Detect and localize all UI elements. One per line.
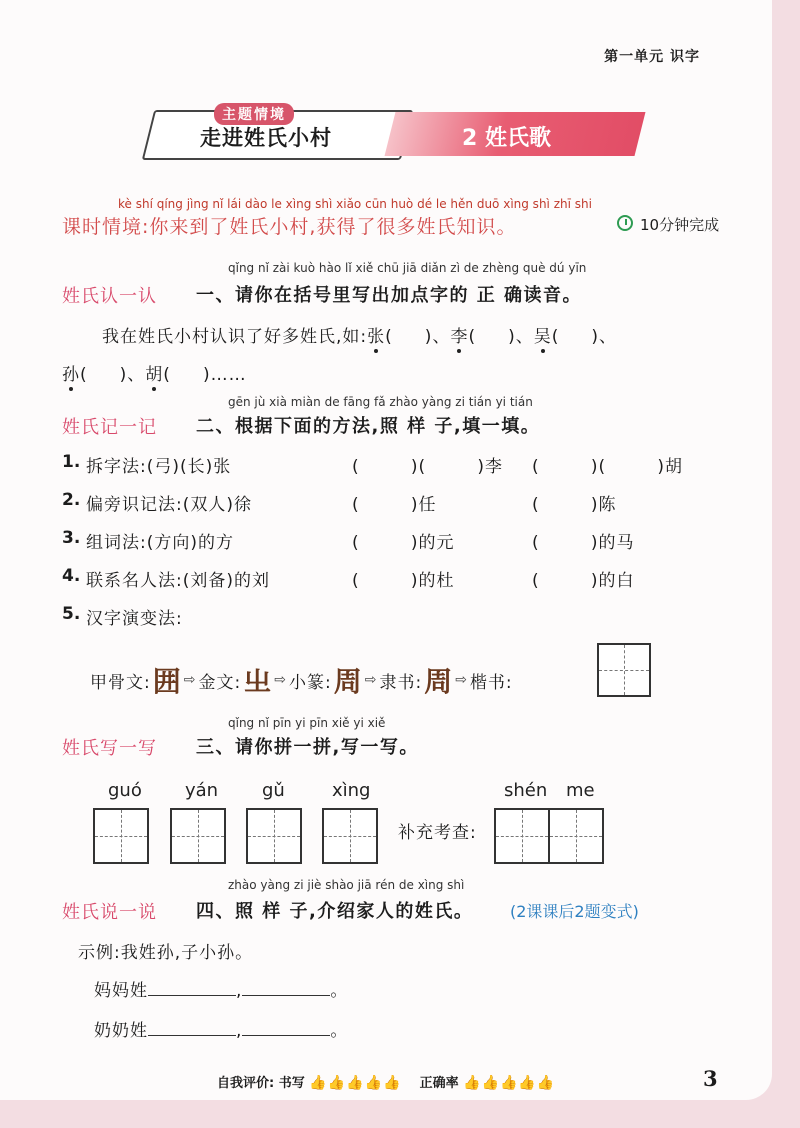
arrow-right-icon: ⇨ [183,672,197,688]
extra-pinyin-2: me [566,780,595,801]
clerical-label: 隶书: [379,672,423,693]
q4-line-1 [94,976,348,1001]
q2-row-blank-a[interactable]: ( )的元 [352,533,455,553]
theme-badge: 主题情境 [214,103,294,125]
q2-row-blank-a[interactable]: ( )的杜 [352,571,455,591]
separator: 、 [432,327,451,347]
q1-answer-sun[interactable]: ( ) [80,365,128,385]
q1-label: 姓氏认一认 [62,286,157,307]
q2-row-blank-a[interactable]: ( )任 [352,495,437,515]
q4-line-2-label: 奶奶姓 [94,1021,148,1041]
q3-pinyin: qǐng nǐ pīn yi pīn xiě yi xiě [228,716,386,730]
q3-word-3-pinyin: gǔ [262,780,285,801]
arrow-right-icon: ⇨ [274,672,287,688]
q1-pinyin: qǐng nǐ zài kuò hào lǐ xiě chū jiā diǎn zì de zhèng què dú yīn [228,261,587,275]
q2-row-method: 偏旁识记法:(双人)徐 [86,495,252,515]
q2-title: 二、根据下面的方法,照 样 子,填一填。 [196,416,541,437]
write-box-1[interactable] [93,808,149,864]
comma: , [236,1021,243,1041]
q1-answer-zhang[interactable]: ( ) [385,327,433,347]
q1-answer-hu[interactable]: ( ) [163,365,211,385]
q1-title: 一、请你在括号里写出加点字的 正 确读音。 [196,285,583,306]
q2-row-method: 拆字法:(弓)(长)张 [86,457,232,477]
extra-box-2[interactable] [548,808,604,864]
q1-item-wu: 吴 [533,327,552,347]
q3-label: 姓氏写一写 [62,738,157,759]
q4-pinyin: zhào yàng zi jiè shào jiā rén de xìng shì [228,878,465,892]
lesson-title: 2 姓氏歌 [462,126,551,151]
q3-word-4-pinyin: xìng [332,780,371,801]
q2-row-blank-b[interactable]: ( )( )胡 [532,457,683,477]
q1-prefix: 我在姓氏小村认识了好多姓氏,如: [102,327,368,347]
theme-title: 走进姓氏小村 [200,126,332,150]
q2-row-number: 5. [62,604,81,624]
regular-script-box[interactable] [597,643,651,697]
q2-row-number: 2. [62,490,81,510]
q4-blank[interactable] [242,1021,330,1036]
q2-label: 姓氏记一记 [62,417,157,438]
q2-row-number: 3. [62,528,81,548]
q4-example: 示例:我姓孙,子小孙。 [78,943,254,963]
situation-pinyin: kè shí qíng jìng nǐ lái dào le xìng shì xiǎo cūn huò dé le hěn duō xìng shì zhī shi [118,197,592,211]
oracle-label: 甲骨文: [90,672,151,693]
ellipsis: …… [210,365,247,385]
q4-line-2 [94,1016,348,1041]
oracle-glyph: 囲 [152,665,182,698]
q1-answer-li[interactable]: ( ) [468,327,516,347]
period: 。 [330,1021,349,1041]
comma: , [236,981,243,1001]
q1-item-sun: 孙 [62,365,80,385]
page-number: 3 [703,1066,718,1091]
regular-label: 楷书: [469,672,513,693]
arrow-right-icon: ⇨ [364,672,378,688]
q4-title: 四、照 样 子,介绍家人的姓氏。 [196,901,474,922]
extra-pinyin-1: shén [504,780,548,801]
accuracy-label: 正确率 [419,1076,459,1091]
q2-row-number: 1. [62,452,81,472]
write-box-2[interactable] [170,808,226,864]
q2-row-method: 组词法:(方向)的方 [86,533,234,553]
clerical-glyph: 周 [424,665,454,698]
bronze-label: 金文: [198,672,242,693]
seal-glyph: 周 [333,665,363,698]
q3-title: 三、请你拼一拼,写一写。 [196,737,419,758]
evolution-line [90,660,513,700]
q2-pinyin: gēn jù xià miàn de fāng fǎ zhào yàng zi tián yi tián [228,395,533,409]
extra-box-1[interactable] [494,808,550,864]
q4-blank[interactable] [242,981,330,996]
q3-word-2-pinyin: yán [185,780,219,801]
thumbs-up-icon[interactable]: 👍👍👍👍👍 [309,1075,402,1091]
q2-row-blank-b[interactable]: ( )的马 [532,533,635,553]
q4-blank[interactable] [148,981,236,996]
separator: 、 [599,327,618,347]
seal-label: 小篆: [288,672,332,693]
self-eval-label: 自我评价: [217,1076,275,1091]
q1-item-li: 李 [450,327,469,347]
self-evaluation [217,1072,555,1091]
q4-note: (2课课后2题变式) [510,902,639,921]
period: 。 [330,981,349,1001]
q2-row-number: 4. [62,566,81,586]
arrow-right-icon: ⇨ [455,672,468,688]
q1-item-hu: 胡 [145,365,164,385]
separator: 、 [515,327,534,347]
q4-label: 姓氏说一说 [62,902,157,923]
clock-icon [617,215,633,231]
q2-row-method: 联系名人法:(刘备)的刘 [86,571,270,591]
q4-line-1-label: 妈妈姓 [94,981,148,1001]
q3-word-1-pinyin: guó [108,780,142,801]
q4-blank[interactable] [148,1021,236,1036]
q1-answer-wu[interactable]: ( ) [551,327,600,347]
write-box-4[interactable] [322,808,378,864]
extra-label: 补充考查: [398,823,477,843]
bronze-glyph: 㞢 [243,665,273,698]
separator: 、 [127,365,146,385]
q2-row-blank-a[interactable]: ( )( )李 [352,457,503,477]
q1-line2 [62,360,247,385]
q1-item-zhang: 张 [367,327,386,347]
time-limit: 10分钟完成 [640,216,720,234]
thumbs-up-icon[interactable]: 👍👍👍👍👍 [463,1075,556,1091]
write-box-3[interactable] [246,808,302,864]
q2-row-method: 汉字演变法: [86,609,183,629]
situation-text: 课时情境:你来到了姓氏小村,获得了很多姓氏知识。 [62,216,517,238]
q1-line1 [102,322,617,347]
q2-row-blank-b[interactable]: ( )的白 [532,571,635,591]
q2-row-blank-b[interactable]: ( )陈 [532,495,617,515]
writing-label: 书写 [278,1076,305,1091]
unit-label: 第一单元 识字 [604,49,700,65]
